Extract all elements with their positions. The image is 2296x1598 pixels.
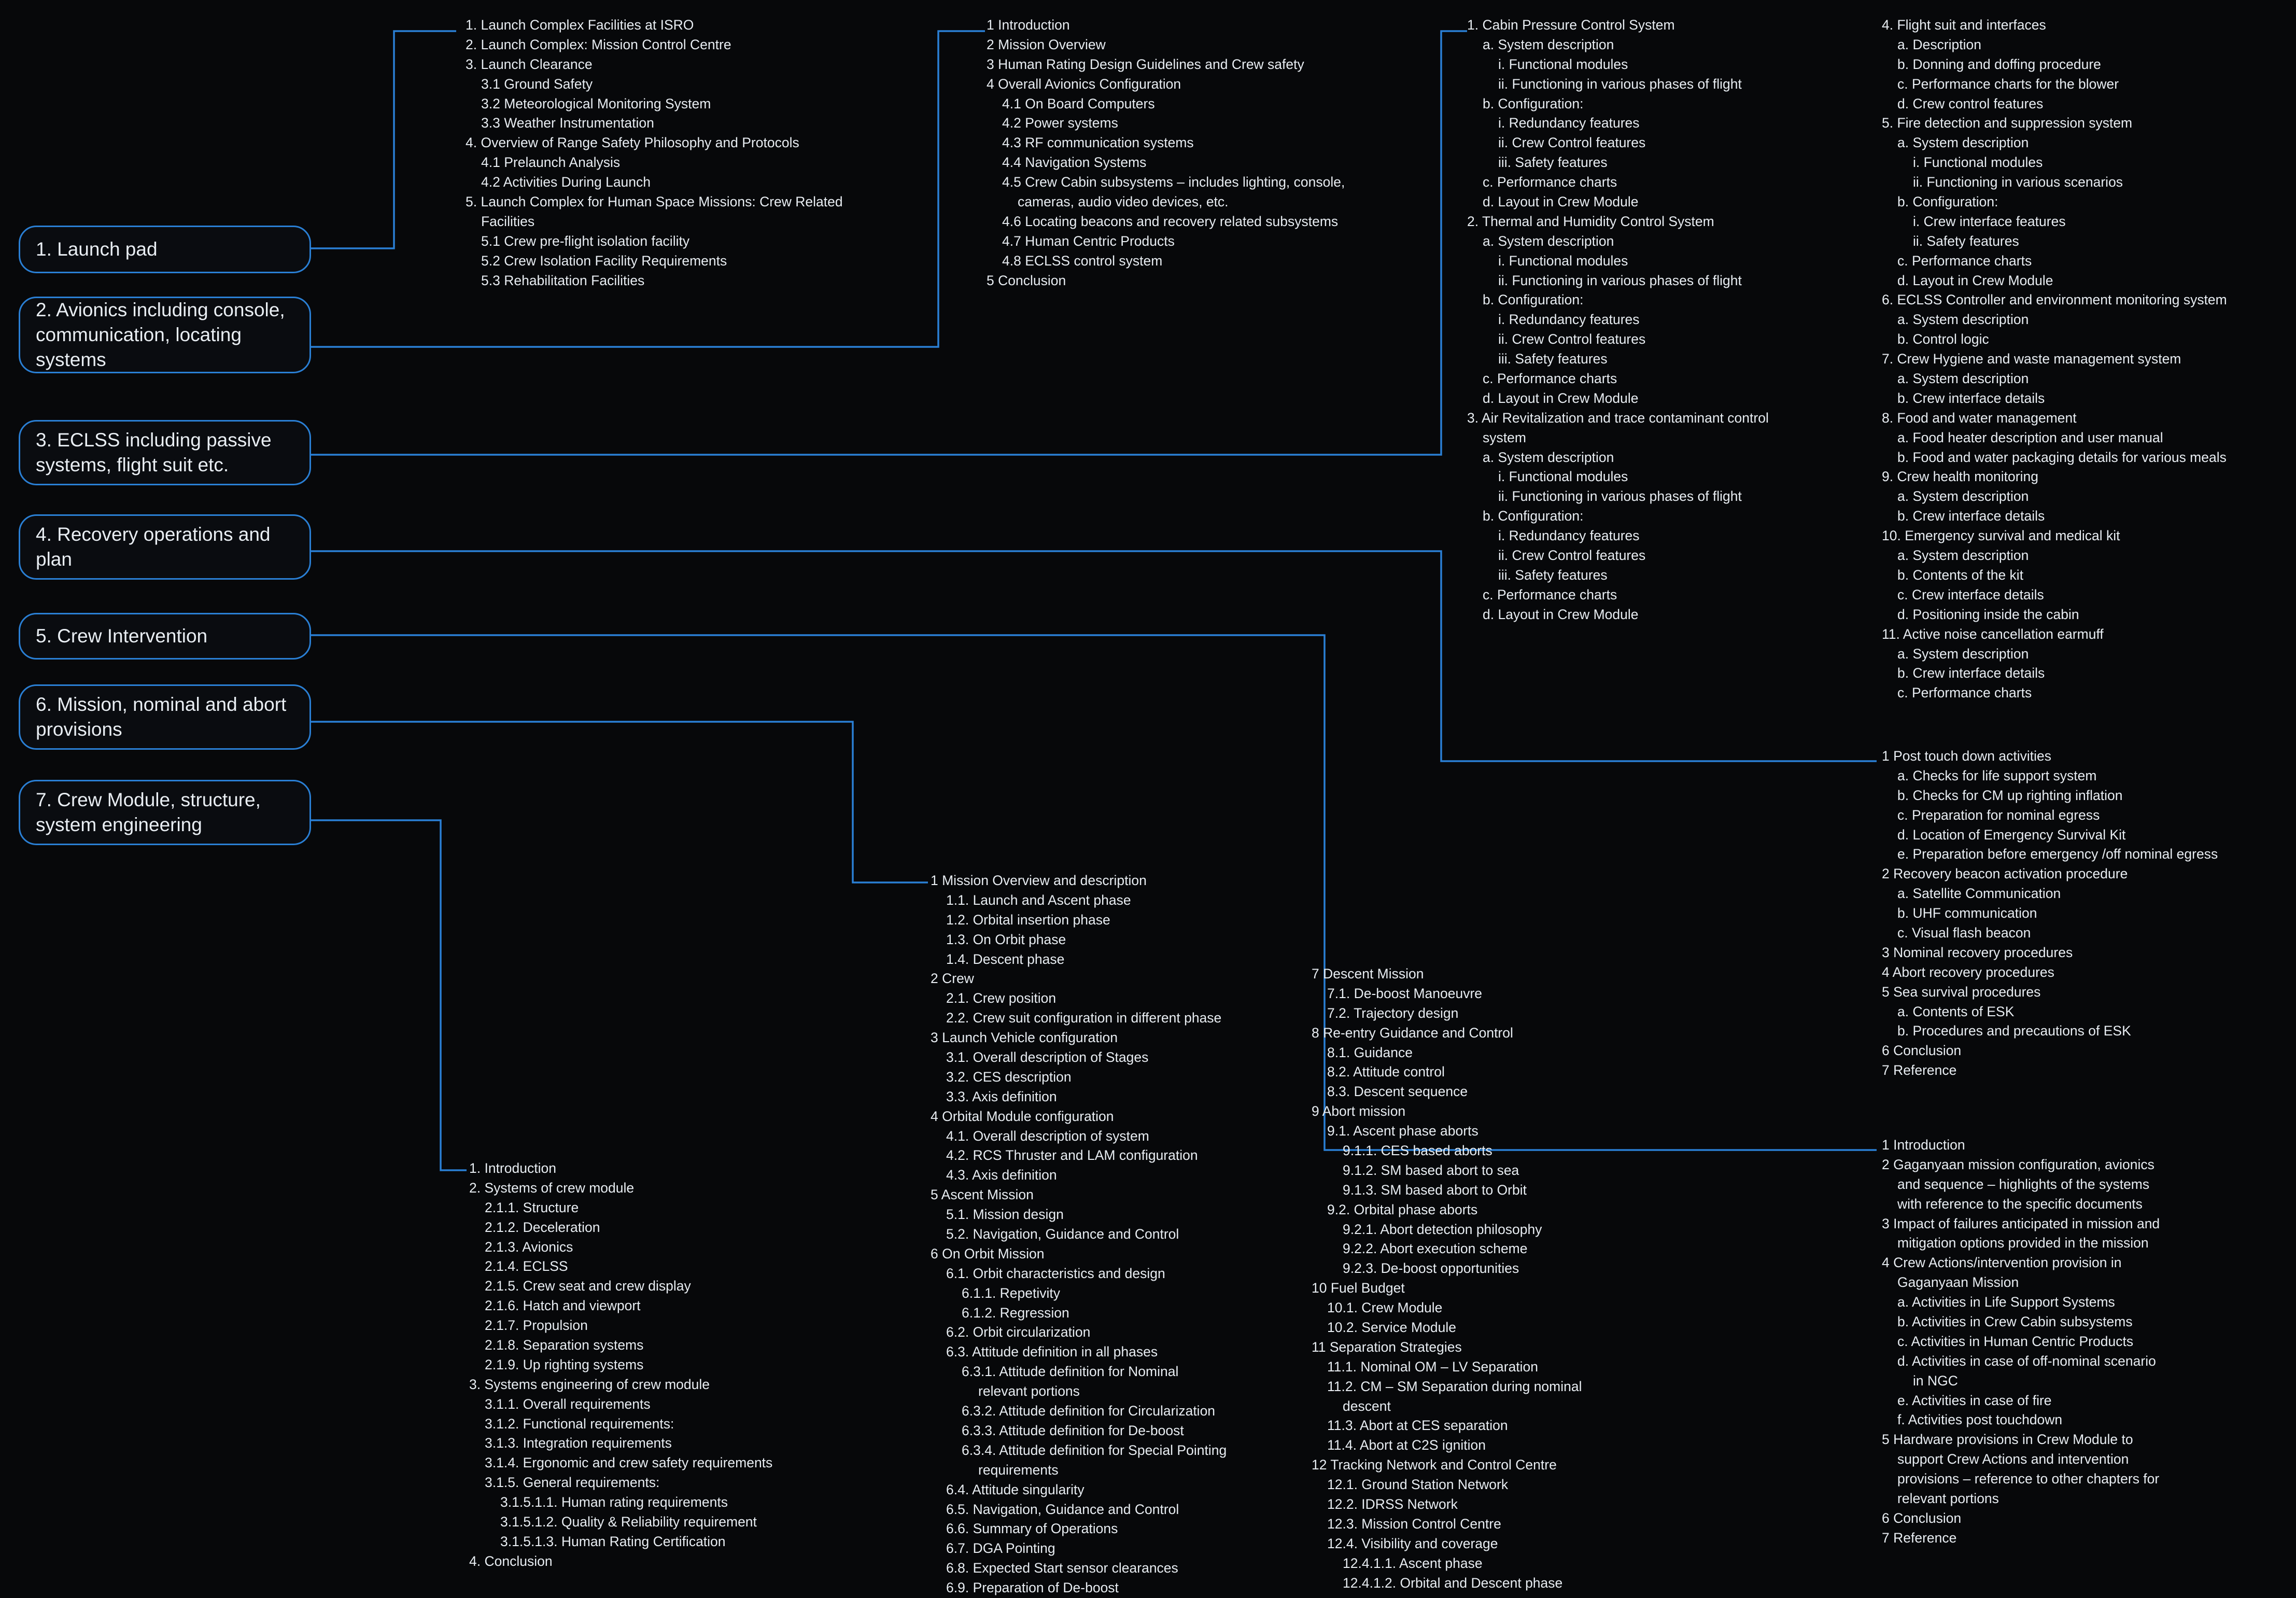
outline-line: c. Performance charts: [1897, 253, 2032, 269]
outline-line: 4 Orbital Module configuration: [931, 1108, 1114, 1124]
outline-line: 3.3 Weather Instrumentation: [481, 115, 654, 131]
outline-line: 3.2 Meteorological Monitoring System: [481, 95, 711, 111]
outline-line: 7.1. De-boost Manoeuvre: [1327, 985, 1483, 1001]
outline-line: 3 Impact of failures anticipated in mission and: [1882, 1215, 2160, 1231]
outline-line: b. Food and water packaging details for various meals: [1897, 449, 2227, 465]
outline-eclss-right: [1882, 16, 2276, 703]
outline-line: 3.1.2. Functional requirements:: [485, 1415, 674, 1432]
outline-line: 4.4 Navigation Systems: [1002, 155, 1147, 171]
outline-line: 9.1.1. CES based aborts: [1343, 1143, 1492, 1159]
outline-line: iii. Safety features: [1498, 351, 1608, 367]
outline-line: a. System description: [1897, 312, 2029, 328]
outline-line: ii. Functioning in various phases of flight: [1498, 488, 1742, 504]
outline-line: b. Configuration:: [1897, 194, 1998, 210]
outline-line: 5.2 Crew Isolation Facility Requirements: [481, 253, 727, 269]
outline-line: 10.2. Service Module: [1327, 1320, 1456, 1336]
outline-line: d. Location of Emergency Survival Kit: [1897, 826, 2126, 843]
outline-line: ii. Functioning in various phases of flight: [1498, 76, 1742, 92]
outline-line: 12.2. IDRSS Network: [1327, 1496, 1458, 1512]
outline-line: requirements: [978, 1462, 1059, 1478]
outline-line: 6.3.3. Attitude definition for De-boost: [962, 1422, 1184, 1438]
outline-line: and sequence – highlights of the systems: [1897, 1176, 2150, 1192]
outline-line: 2 Crew: [931, 971, 974, 987]
outline-line: 4.2 Activities During Launch: [481, 174, 651, 190]
outline-line: 2.1.8. Separation systems: [485, 1337, 644, 1353]
outline-line: 3.2. CES description: [946, 1069, 1072, 1085]
outline-line: 2.1.7. Propulsion: [485, 1317, 588, 1334]
outline-line: 6.1.2. Regression: [962, 1305, 1069, 1321]
outline-line: f. Activities post touchdown: [1897, 1412, 2063, 1428]
node-mission-provisions[interactable]: [19, 684, 311, 750]
outline-line: a. System description: [1483, 449, 1614, 465]
outline-line: 9.2.3. De-boost opportunities: [1343, 1260, 1519, 1277]
outline-line: iii. Safety features: [1498, 567, 1608, 583]
outline-line: 3.1.5.1.3. Human Rating Certification: [500, 1533, 726, 1549]
outline-line: 9. Crew health monitoring: [1882, 469, 2038, 485]
outline-line: 1. Cabin Pressure Control System: [1467, 17, 1675, 33]
outline-line: 3. Launch Clearance: [466, 56, 593, 72]
outline-line: 3. Systems engineering of crew module: [469, 1376, 710, 1392]
node-avionics[interactable]: [19, 297, 311, 373]
outline-line: ii. Functioning in various scenarios: [1913, 174, 2123, 190]
outline-line: e. Preparation before emergency /off nominal egress: [1897, 846, 2218, 862]
outline-line: a. System description: [1483, 233, 1614, 249]
outline-line: a. System description: [1897, 371, 2029, 387]
outline-line: a. Activities in Life Support Systems: [1897, 1294, 2115, 1310]
outline-line: 3 Nominal recovery procedures: [1882, 944, 2073, 960]
outline-line: 12.4. Visibility and coverage: [1327, 1535, 1498, 1551]
outline-line: 4.3. Axis definition: [946, 1167, 1057, 1183]
outline-line: d. Layout in Crew Module: [1483, 606, 1639, 622]
outline-line: 1 Introduction: [1882, 1137, 1965, 1153]
outline-line: d. Layout in Crew Module: [1483, 194, 1639, 210]
outline-line: d. Crew control features: [1897, 95, 2044, 111]
outline-line: 12.3. Mission Control Centre: [1327, 1516, 1501, 1532]
outline-line: i. Crew interface features: [1913, 213, 2066, 229]
outline-line: 6. ECLSS Controller and environment monitoring system: [1882, 292, 2227, 308]
outline-line: 11. Active noise cancellation earmuff: [1882, 626, 2104, 642]
outline-mission-right: [1312, 964, 1685, 1593]
outline-line: c. Visual flash beacon: [1897, 925, 2031, 941]
outline-line: 2.1.6. Hatch and viewport: [485, 1298, 641, 1314]
outline-line: 9.2.2. Abort execution scheme: [1343, 1241, 1528, 1257]
outline-line: 3.3. Axis definition: [946, 1088, 1057, 1104]
outline-crew-intervention: [1882, 1136, 2276, 1548]
outline-line: 6 Conclusion: [1882, 1510, 1962, 1526]
outline-line: 2. Systems of crew module: [469, 1180, 635, 1196]
outline-line: 2 Mission Overview: [987, 36, 1106, 52]
outline-line: 4.5 Crew Cabin subsystems – includes lighting, console,: [1002, 174, 1345, 190]
outline-line: 6.3.4. Attitude definition for Special Pointing: [962, 1442, 1227, 1458]
outline-line: 3.1.5. General requirements:: [485, 1475, 660, 1491]
outline-line: 4.8 ECLSS control system: [1002, 253, 1163, 269]
outline-line: 4. Conclusion: [469, 1553, 553, 1569]
outline-line: 10. Emergency survival and medical kit: [1882, 528, 2120, 544]
outline-line: 5.1 Crew pre-flight isolation facility: [481, 233, 690, 249]
outline-line: 9.1.2. SM based abort to sea: [1343, 1162, 1519, 1178]
outline-line: with reference to the specific documents: [1897, 1196, 2143, 1212]
outline-line: c. Performance charts for the blower: [1897, 76, 2119, 92]
outline-line: 12 Tracking Network and Control Centre: [1312, 1457, 1557, 1473]
outline-line: b. Configuration:: [1483, 508, 1584, 524]
outline-line: i. Redundancy features: [1498, 528, 1640, 544]
outline-line: 12.1. Ground Station Network: [1327, 1477, 1509, 1493]
node-crew-intervention[interactable]: [19, 613, 311, 660]
outline-line: 12.4.1.2. Orbital and Descent phase: [1343, 1575, 1563, 1591]
outline-line: i. Functional modules: [1498, 469, 1628, 485]
outline-line: e. Activities in case of fire: [1897, 1392, 2052, 1408]
outline-line: a. System description: [1897, 135, 2029, 151]
outline-line: 6.2. Orbit circularization: [946, 1324, 1091, 1340]
outline-line: 4. Flight suit and interfaces: [1882, 17, 2046, 33]
outline-line: 4.1 On Board Computers: [1002, 95, 1155, 111]
outline-line: 6.1. Orbit characteristics and design: [946, 1265, 1165, 1281]
outline-line: i. Functional modules: [1498, 253, 1628, 269]
outline-line: 6.8. Expected Start sensor clearances: [946, 1560, 1178, 1576]
outline-line: a. System description: [1483, 36, 1614, 52]
outline-line: a. Food heater description and user manual: [1897, 429, 2163, 445]
outline-line: 9.2. Orbital phase aborts: [1327, 1201, 1478, 1217]
node-recovery-operations[interactable]: [19, 514, 311, 580]
outline-line: provisions – reference to other chapters for: [1897, 1471, 2160, 1487]
outline-line: c. Preparation for nominal egress: [1897, 807, 2100, 823]
outline-line: descent: [1343, 1398, 1391, 1414]
outline-line: a. Description: [1897, 36, 1982, 52]
node-label: 3. ECLSS including passive systems, flight suit etc.: [36, 429, 272, 475]
outline-line: in NGC: [1913, 1372, 1958, 1389]
outline-recovery: [1882, 747, 2276, 1081]
outline-line: a. Checks for life support system: [1897, 767, 2097, 783]
outline-line: 6.6. Summary of Operations: [946, 1521, 1118, 1537]
outline-line: Gaganyaan Mission: [1897, 1274, 2019, 1291]
outline-line: 5 Hardware provisions in Crew Module to: [1882, 1432, 2133, 1448]
outline-line: 3.1.3. Integration requirements: [485, 1435, 672, 1451]
outline-line: 2.1. Crew position: [946, 990, 1057, 1006]
outline-line: 6.4. Attitude singularity: [946, 1481, 1084, 1497]
outline-line: 8 Re-entry Guidance and Control: [1312, 1025, 1513, 1041]
outline-avionics: [987, 16, 1417, 290]
outline-line: a. Contents of ESK: [1897, 1003, 2015, 1019]
outline-line: 6.3. Attitude definition in all phases: [946, 1344, 1158, 1360]
node-label: 2. Avionics including console, communication, locating systems: [36, 299, 285, 371]
outline-line: 7 Reference: [1882, 1062, 1957, 1078]
outline-line: ii. Safety features: [1913, 233, 2019, 249]
outline-line: 1. Introduction: [469, 1160, 556, 1176]
outline-line: 4.1. Overall description of system: [946, 1128, 1149, 1144]
outline-line: 4 Abort recovery procedures: [1882, 964, 2054, 980]
outline-line: d. Activities in case of off-nominal scenario: [1897, 1353, 2156, 1369]
outline-line: c. Crew interface details: [1897, 586, 2044, 602]
outline-line: 6.3.2. Attitude definition for Circularization: [962, 1403, 1216, 1419]
outline-line: 6.7. DGA Pointing: [946, 1540, 1055, 1557]
outline-line: d. Layout in Crew Module: [1897, 272, 2053, 288]
outline-line: b. Control logic: [1897, 331, 1989, 347]
outline-line: 2. Thermal and Humidity Control System: [1467, 213, 1714, 229]
outline-line: relevant portions: [978, 1383, 1080, 1399]
outline-line: i. Functional modules: [1913, 155, 2043, 171]
outline-line: b. Crew interface details: [1897, 390, 2045, 406]
outline-line: 2 Gaganyaan mission configuration, avionics: [1882, 1156, 2154, 1172]
outline-line: 4. Overview of Range Safety Philosophy and Protocols: [466, 135, 799, 151]
outline-line: 11.2. CM – SM Separation during nominal: [1327, 1378, 1582, 1394]
outline-crew-module: [469, 1159, 884, 1572]
outline-line: iii. Safety features: [1498, 155, 1608, 171]
outline-line: c. Performance charts: [1483, 174, 1617, 190]
node-label: 6. Mission, nominal and abort provisions: [36, 693, 287, 740]
outline-line: mitigation options provided in the mission: [1897, 1235, 2149, 1251]
outline-line: b. Crew interface details: [1897, 508, 2045, 524]
outline-line: 3.1.5.1.1. Human rating requirements: [500, 1494, 728, 1510]
outline-line: support Crew Actions and intervention: [1897, 1451, 2129, 1467]
outline-eclss-left: [1467, 16, 1861, 625]
outline-line: 5.3 Rehabilitation Facilities: [481, 272, 645, 288]
node-eclss[interactable]: [19, 420, 311, 485]
outline-line: 1.1. Launch and Ascent phase: [946, 892, 1131, 908]
node-label: 7. Crew Module, structure, system engineering: [36, 789, 261, 835]
outline-line: 10 Fuel Budget: [1312, 1280, 1405, 1296]
outline-line: ii. Functioning in various phases of flight: [1498, 272, 1742, 288]
outline-line: 7 Descent Mission: [1312, 966, 1424, 982]
outline-line: 4 Overall Avionics Configuration: [987, 76, 1181, 92]
outline-line: 2.2. Crew suit configuration in different phase: [946, 1010, 1222, 1026]
outline-line: 3.1.1. Overall requirements: [485, 1396, 651, 1412]
outline-line: b. Donning and doffing procedure: [1897, 56, 2101, 72]
outline-line: b. Procedures and precautions of ESK: [1897, 1023, 2131, 1039]
outline-line: 2.1.3. Avionics: [485, 1239, 573, 1255]
outline-line: b. Configuration:: [1483, 95, 1584, 111]
outline-line: 2.1.1. Structure: [485, 1199, 579, 1215]
outline-line: 9 Abort mission: [1312, 1103, 1406, 1119]
outline-line: 4.7 Human Centric Products: [1002, 233, 1175, 249]
outline-line: 8.1. Guidance: [1327, 1044, 1413, 1060]
outline-line: 3. Air Revitalization and trace contaminant control: [1467, 410, 1769, 426]
outline-line: ii. Crew Control features: [1498, 331, 1646, 347]
outline-line: 4.1 Prelaunch Analysis: [481, 155, 621, 171]
outline-line: a. System description: [1897, 548, 2029, 564]
outline-line: 9.1. Ascent phase aborts: [1327, 1123, 1478, 1139]
outline-line: 6 On Orbit Mission: [931, 1245, 1045, 1261]
outline-line: 4.6 Locating beacons and recovery related subsystems: [1002, 213, 1339, 229]
outline-line: 7 Reference: [1882, 1530, 1957, 1546]
outline-line: 1 Introduction: [987, 17, 1070, 33]
outline-line: 11.3. Abort at CES separation: [1327, 1418, 1508, 1434]
outline-line: 2 Recovery beacon activation procedure: [1882, 866, 2128, 882]
outline-line: ii. Crew Control features: [1498, 135, 1646, 151]
outline-line: system: [1483, 429, 1526, 445]
outline-line: 7. Crew Hygiene and waste management system: [1882, 351, 2181, 367]
outline-line: 5 Conclusion: [987, 272, 1066, 288]
outline-line: 1.3. On Orbit phase: [946, 931, 1066, 947]
outline-line: 2.1.4. ECLSS: [485, 1258, 568, 1274]
outline-line: b. Configuration:: [1483, 292, 1584, 308]
outline-line: b. Contents of the kit: [1897, 567, 2024, 583]
outline-line: b. Checks for CM up righting inflation: [1897, 787, 2123, 803]
outline-line: 8.3. Descent sequence: [1327, 1084, 1468, 1100]
outline-line: d. Positioning inside the cabin: [1897, 606, 2079, 622]
outline-line: i. Redundancy features: [1498, 312, 1640, 328]
outline-line: c. Performance charts: [1897, 685, 2032, 701]
outline-line: 6.9. Preparation of De-boost: [946, 1580, 1119, 1596]
outline-line: cameras, audio video devices, etc.: [1018, 194, 1229, 210]
outline-line: 3.1.4. Ergonomic and crew safety requirements: [485, 1455, 773, 1471]
outline-line: ii. Crew Control features: [1498, 548, 1646, 564]
outline-line: 2.1.5. Crew seat and crew display: [485, 1278, 691, 1294]
node-launch-pad[interactable]: [19, 226, 311, 273]
outline-line: 6.3.1. Attitude definition for Nominal: [962, 1364, 1179, 1380]
outline-line: 9.1.3. SM based abort to Orbit: [1343, 1182, 1527, 1198]
outline-line: 5 Ascent Mission: [931, 1187, 1034, 1203]
outline-line: i. Functional modules: [1498, 56, 1628, 72]
outline-line: 6.1.1. Repetivity: [962, 1285, 1061, 1301]
outline-line: Facilities: [481, 213, 535, 229]
outline-line: 3 Launch Vehicle configuration: [931, 1030, 1118, 1046]
outline-line: 8.2. Attitude control: [1327, 1064, 1445, 1080]
outline-line: 8. Food and water management: [1882, 410, 2077, 426]
outline-line: c. Performance charts: [1483, 371, 1617, 387]
outline-line: 4.2. RCS Thruster and LAM configuration: [946, 1147, 1198, 1164]
outline-line: 4.2 Power systems: [1002, 115, 1118, 131]
outline-mission-left: [931, 871, 1314, 1598]
outline-line: 1. Launch Complex Facilities at ISRO: [466, 17, 694, 33]
outline-line: 3.1 Ground Safety: [481, 76, 593, 92]
outline-line: 3.1.5.1.2. Quality & Reliability requirement: [500, 1514, 757, 1530]
outline-line: b. Activities in Crew Cabin subsystems: [1897, 1314, 2133, 1330]
outline-line: 5. Launch Complex for Human Space Missions: Crew Related: [466, 194, 843, 210]
outline-line: relevant portions: [1897, 1491, 1999, 1507]
outline-line: 10.1. Crew Module: [1327, 1300, 1443, 1316]
outline-line: 1 Post touch down activities: [1882, 748, 2052, 764]
outline-line: c. Activities in Human Centric Products: [1897, 1333, 2134, 1349]
outline-line: 5.2. Navigation, Guidance and Control: [946, 1226, 1179, 1242]
outline-line: 7.2. Trajectory design: [1327, 1005, 1459, 1021]
node-crew-module[interactable]: [19, 780, 311, 845]
outline-line: 6.5. Navigation, Guidance and Control: [946, 1501, 1179, 1517]
outline-line: 5.1. Mission design: [946, 1207, 1064, 1223]
outline-line: 11.1. Nominal OM – LV Separation: [1327, 1358, 1539, 1375]
outline-line: 5 Sea survival procedures: [1882, 984, 2041, 1000]
outline-line: i. Redundancy features: [1498, 115, 1640, 131]
outline-line: 11 Separation Strategies: [1312, 1339, 1462, 1355]
node-label: 5. Crew Intervention: [36, 625, 208, 647]
outline-line: 2. Launch Complex: Mission Control Centre: [466, 36, 731, 52]
outline-line: 9.2.1. Abort detection philosophy: [1343, 1221, 1542, 1237]
outline-line: c. Performance charts: [1483, 586, 1617, 602]
outline-line: 6 Conclusion: [1882, 1043, 1962, 1059]
outline-line: 3 Human Rating Design Guidelines and Crew safety: [987, 56, 1304, 72]
outline-line: b. UHF communication: [1897, 905, 2037, 921]
node-label: 4. Recovery operations and plan: [36, 523, 271, 570]
node-label: 1. Launch pad: [36, 238, 158, 260]
outline-line: b. Crew interface details: [1897, 665, 2045, 681]
outline-line: 12.4.1.1. Ascent phase: [1343, 1555, 1483, 1571]
outline-launch-pad: [466, 16, 932, 290]
outline-line: 4.3 RF communication systems: [1002, 135, 1194, 151]
outline-line: 4 Crew Actions/intervention provision in: [1882, 1255, 2122, 1271]
outline-line: 5. Fire detection and suppression system: [1882, 115, 2133, 131]
outline-line: a. System description: [1897, 646, 2029, 662]
outline-line: 1 Mission Overview and description: [931, 873, 1147, 888]
outline-line: 1.4. Descent phase: [946, 951, 1065, 967]
outline-line: 1.2. Orbital insertion phase: [946, 912, 1110, 928]
outline-line: 2.1.9. Up righting systems: [485, 1356, 644, 1372]
outline-line: a. Satellite Communication: [1897, 886, 2061, 902]
outline-line: 11.4. Abort at C2S ignition: [1327, 1437, 1486, 1453]
outline-line: 2.1.2. Deceleration: [485, 1219, 600, 1235]
outline-line: d. Layout in Crew Module: [1483, 390, 1639, 406]
outline-line: a. System description: [1897, 488, 2029, 504]
outline-line: 3.1. Overall description of Stages: [946, 1049, 1149, 1066]
